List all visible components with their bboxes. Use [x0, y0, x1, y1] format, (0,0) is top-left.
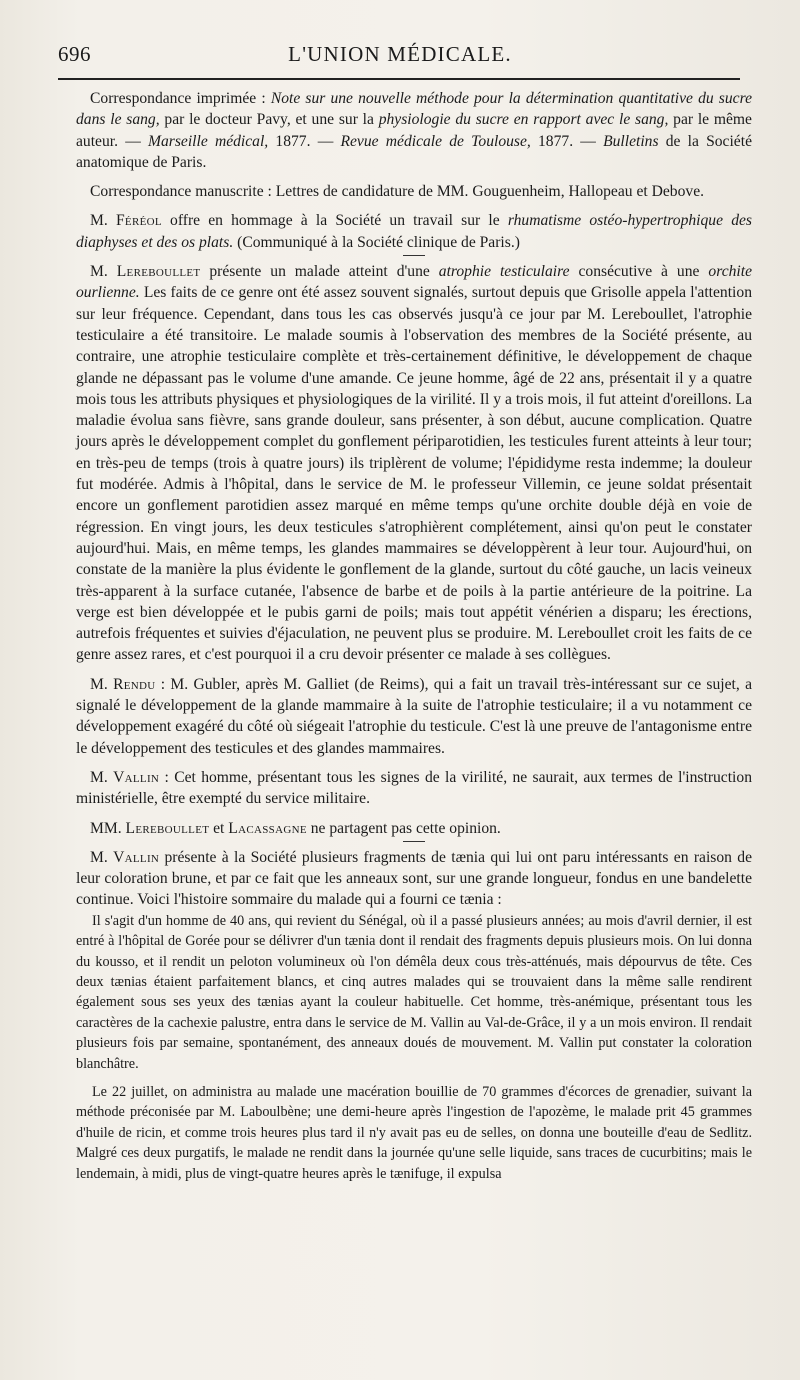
paragraph-lereboullet: M. Lereboullet présente un malade atteint d'une atrophie testiculaire consécutive à une orchite ourlienne. Les faits de ce genre ont été assez souvent signalés, surtout depuis que Grisolle appela l'attention sur leur fréquence. Cependant, dans tous les cas observés jusqu'à ce jour par M. Lereboullet, l'atrophie testiculaire a été transitoire. Le malade soumis à l'observation des membres de la Société présente, au contraire, une atrophie testiculaire complète et très-certainement définitive, le développement de chaque glande ne dépassant pas le volume d'une amande. Ce jeune homme, âgé de 22 ans, présentait il y a quatre mois tous les attributs physiques et physiologiques de la virilité. Il y a trois mois, il fut atteint d'oreillons. La maladie évolua sans fièvre, sans grande douleur, sans présenter, à son début, aucune complication. Quatre jours après le développement complet du gonflement périparotidien, les testicules furent atteints à leur tour; en très-peu de temps (trois à quatre jours) ils triplèrent de volume; l'épididyme resta indemme; la douleur fut modérée. Admis à l'hôpital, dans le service de M. le professeur Villemin, ce jeune soldat présentait encore un gonflement parotidien assez marqué en même temps qu'une orchite double déjà en voie de régression. En vingt jours, les deux testicules s'atrophièrent complétement, ainsi qu'on peut le constater aujourd'hui. Mais, en même temps, les glandes mammaires se développèrent à leur tour. Aujourd'hui, on constate de la manière la plus évidente le gonflement de la glande, surtout du côté gauche, un lacis veineux très-apparent à la surface cutanée, l'absence de barbe et de poils à la partie antérieure de la poitrine. La verge est bien développée et le pubis garni de poils; mais tout appétit vénérien a disparu; les érections, autrefois fréquentes et suivies d'éjaculation, ne peuvent plus se produire. M. Lereboullet croit les faits de ce genre assez rares, et c'est pourquoi il a cru devoir présenter ce malade à ses collègues. — [76, 263, 752, 664]
paragraph-vallin-reply: M. Vallin : Cet homme, présentant tous les signes de la virilité, ne saurait, aux termes de l'instruction ministérielle, être exempté du service militaire. — [76, 768, 752, 808]
paragraph-rendu: M. Rendu : M. Gubler, après M. Galliet (de Reims), qui a fait un travail très-intéressant sur ce sujet, a signalé le développement de la glande mammaire à la suite de l'atrophie testiculaire; il a vu notamment ce développement exagéré du côté où siégeait l'atrophie du testicule. C'est là une preuve de l'antagonisme entre le développement des testicules et des glandes mammaires. — [76, 675, 752, 757]
paragraph-printed-correspondence: Correspondance imprimée : Note sur une nouvelle méthode pour la détermination quantitative du sucre dans le sang, par le docteur Pavy, et une sur la physiologie du sucre en rapport avec le sang, par le même auteur. — Marseille médical, 1877. — Revue médicale de Toulouse, 1877. — Bulletins de la Société anatomique de Paris. — [76, 90, 753, 171]
article-body — [76, 88, 752, 1184]
section-separator — [403, 255, 425, 256]
header-rule — [58, 78, 740, 80]
paragraph-fereol: M. Féréol offre en hommage à la Société un travail sur le rhumatisme ostéo-hypertrophique des diaphyses et des os plats. (Communiqué à la Société clinique de Paris.) — [76, 212, 752, 251]
paragraph-lereboullet-lacassagne: MM. Lereboullet et Lacassagne ne partagent pas cette opinion. — [90, 819, 501, 837]
case-history — [76, 911, 752, 1184]
paragraph-case-history: Il s'agit d'un homme de 40 ans, qui revient du Sénégal, où il a passé plusieurs années; au mois d'avril dernier, il est entré à l'hôpital de Gorée pour se délivrer d'un tænia dont il rendait des fragments depuis plusieurs mois. On lui donna du kousso, et il rendit un peloton volumineux où l'on démêla deux cous très-atténués, mais dépourvus de tête. Ces deux tænias étaient parfaitement blancs, et cinq autres malades qui se trouvaient dans la même salle rendirent également sous ses yeux des tænias ayant la couleur habituelle. Cet homme, très-anémique, présentant tous les caractères de la cachexie palustre, entra dans le service de M. Vallin au Val-de-Grâce, il y a un mois environ. Il rendait plusieurs fois par semaine, spontanément, des anneaux doués de mouvement. M. Vallin put constater la coloration blanchâtre. — [76, 912, 752, 1072]
paragraph-manuscript-correspondence: Correspondance manuscrite : Lettres de candidature de MM. Gouguenheim, Hallopeau et Debove. — [90, 183, 705, 201]
paragraph-vallin-taenia: M. Vallin présente à la Société plusieurs fragments de tænia qui lui ont paru intéressants en raison de leur coloration brune, et par ce fait que les anneaux sont, sur une grande longueur, fondus en une bandelette continue. Voici l'histoire sommaire du malade qui a fourni ce tænia : — [76, 848, 752, 909]
page-number: 696 — [58, 42, 91, 66]
paragraph-treatment: Le 22 juillet, on administra au malade une macération bouillie de 70 grammes d'écorces de grenadier, suivant la méthode préconisée par M. Laboulbène; une demi-heure après l'ingestion de l'apozème, le malade prit 45 grammes d'huile de ricin, et comme trois heures plus tard il n'y avait pas eu de selles, on donna une bouteille d'eau de Sedlitz. Malgré ces deux purgatifs, le malade ne rendit dans la journée qu'une selle liquide, sans traces de cucurbitins; mais le lendemain, à midi, plus de vingt-quatre heures après le tænifuge, il expulsa — [76, 1083, 752, 1182]
page-header — [58, 38, 742, 76]
running-title: L'UNION MÉDICALE. — [288, 42, 512, 66]
section-separator — [403, 841, 425, 842]
